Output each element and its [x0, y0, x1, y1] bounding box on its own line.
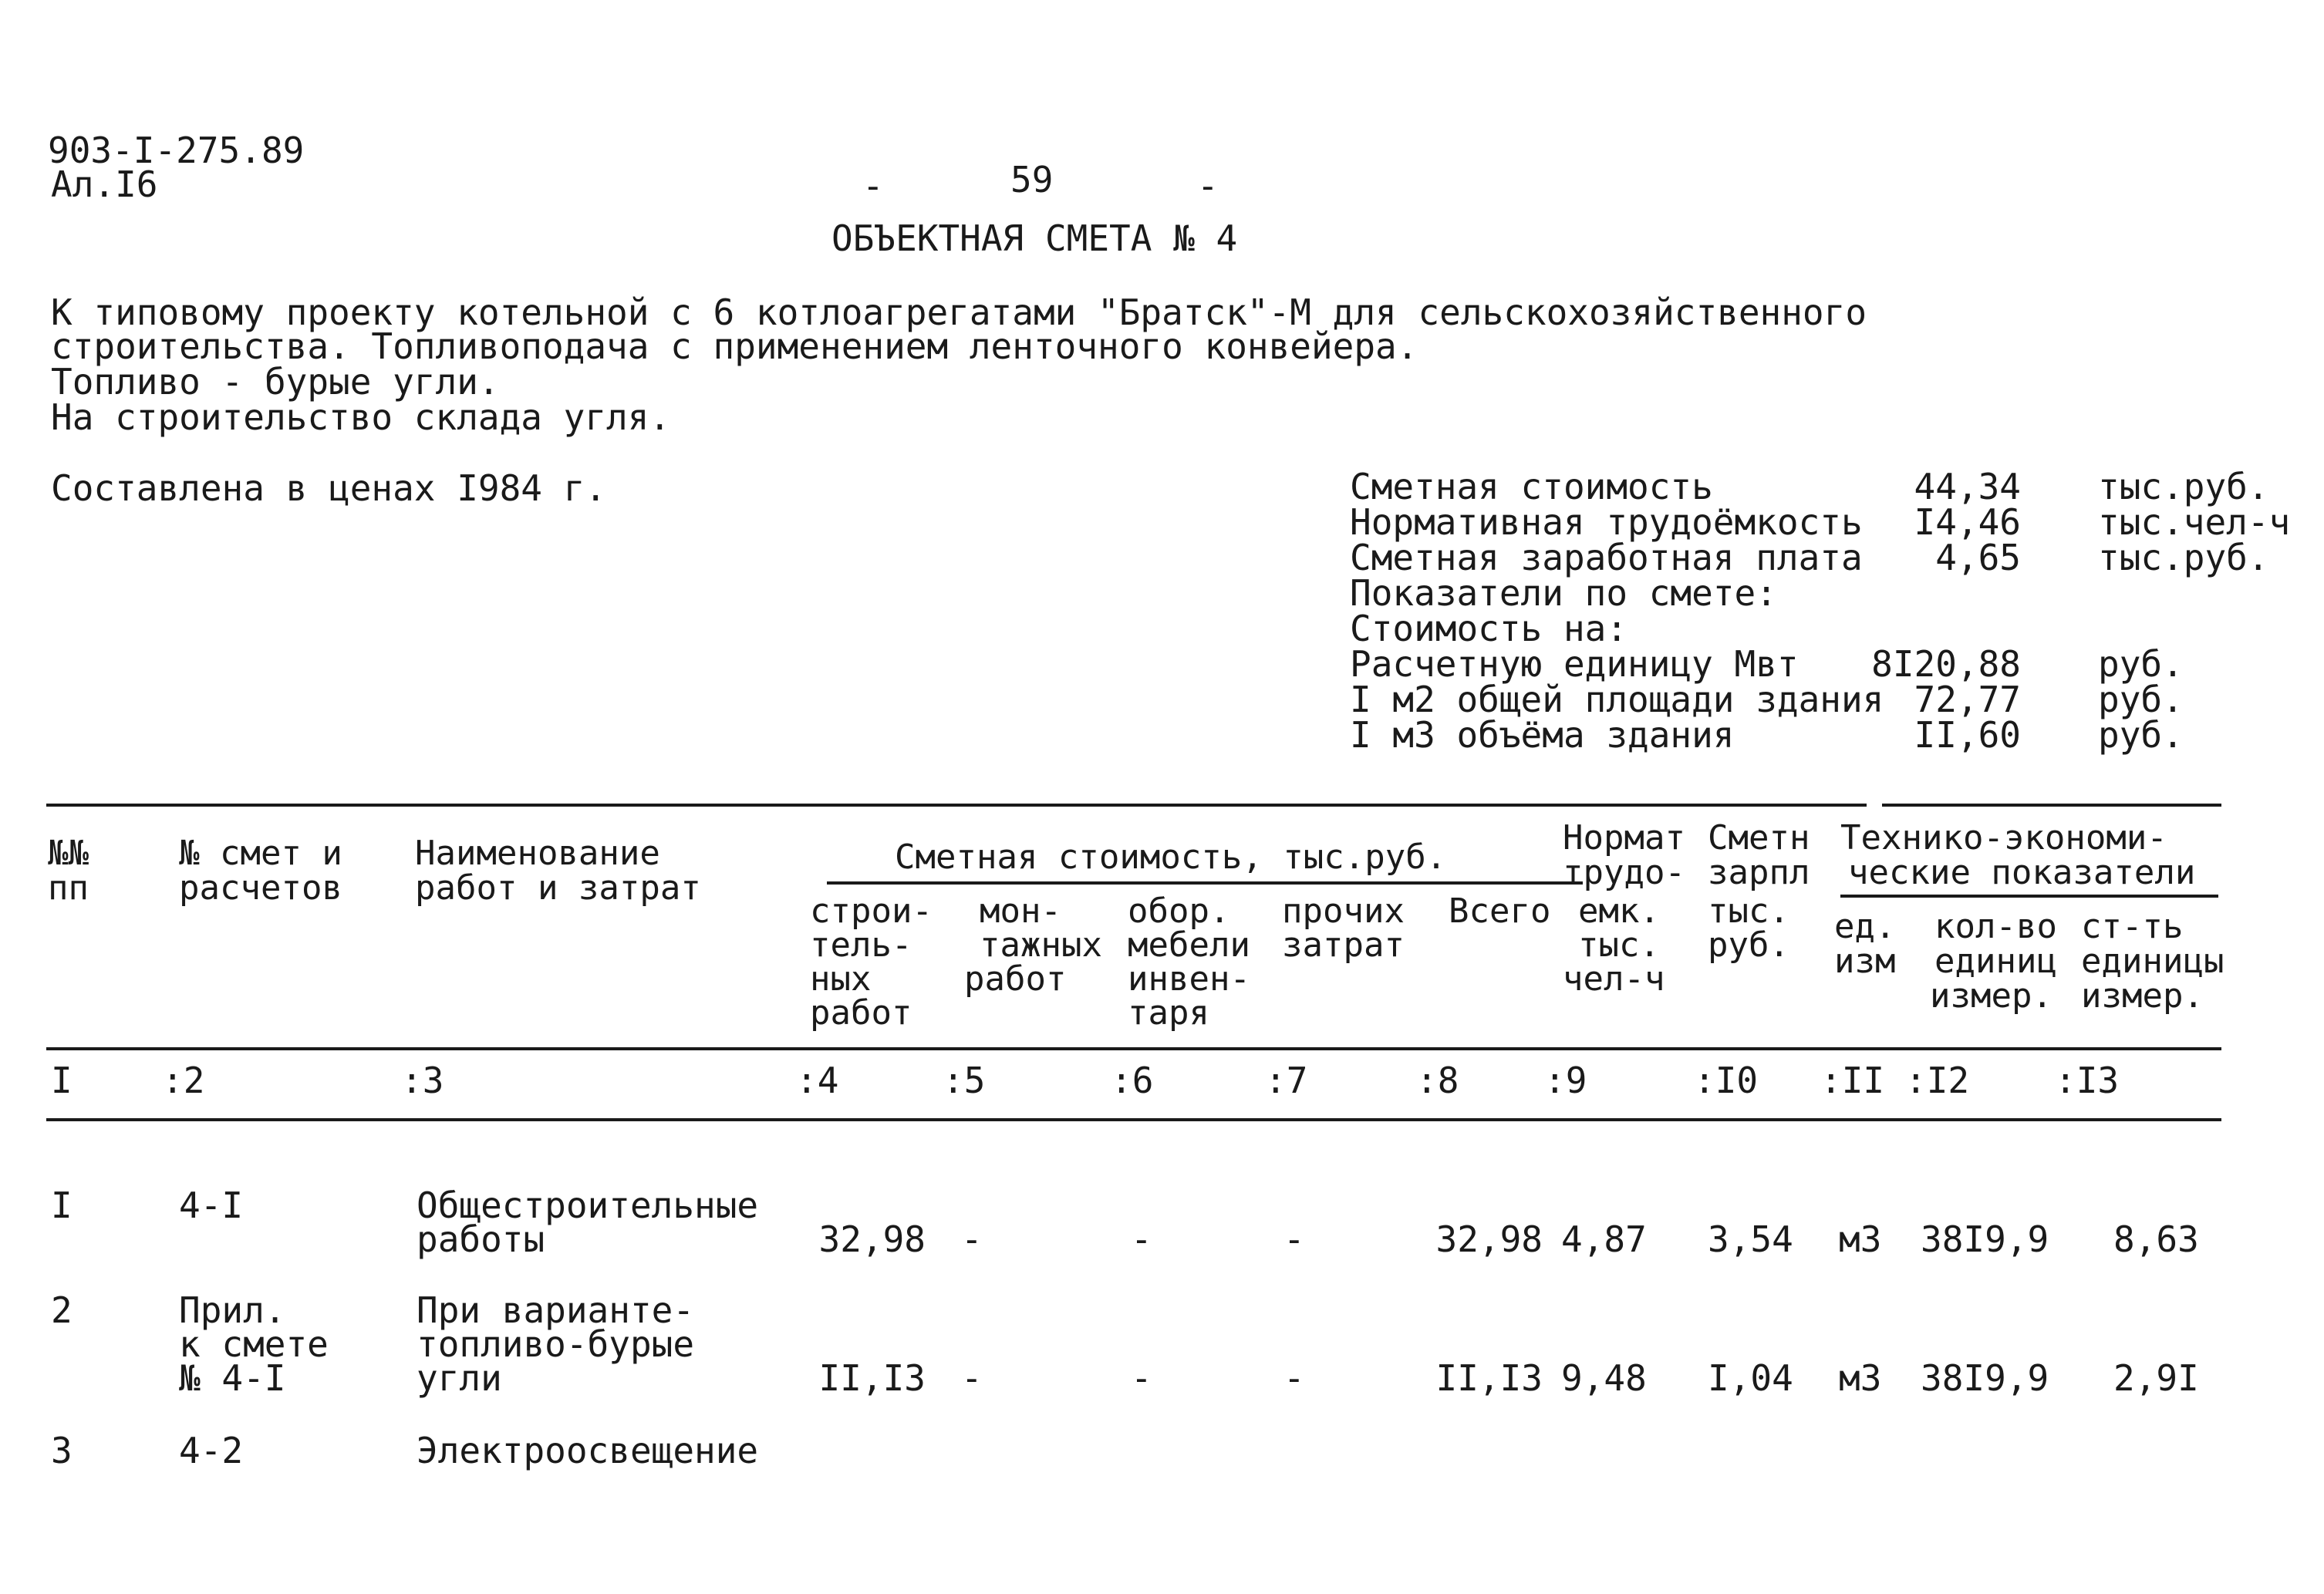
summary-label: Стоимость на:: [1350, 608, 1628, 649]
col-number: :I3: [2055, 1060, 2120, 1101]
col-number: :I2: [1905, 1060, 1970, 1101]
header-c11-2: изм: [1834, 942, 1896, 981]
document-title: ОБЪЕКТНАЯ СМЕТА № 4: [831, 217, 1238, 259]
col-number: :2: [162, 1060, 205, 1101]
row-name: При варианте-: [417, 1289, 695, 1331]
col-numbers-rule: [46, 1118, 2221, 1121]
row-name: Общестроительные: [417, 1185, 759, 1226]
col-number: :I0: [1694, 1060, 1759, 1101]
header-name-2: работ и затрат: [415, 868, 701, 908]
header-c7-1: прочих: [1282, 891, 1405, 931]
summary-value: I4,46: [1914, 501, 2021, 543]
row-c11: м3: [1839, 1218, 1882, 1260]
summary-unit: руб.: [2098, 714, 2184, 756]
row-c7: -: [1283, 1357, 1305, 1399]
header-c13-3: измер.: [2081, 976, 2204, 1016]
header-c4-4: работ: [810, 993, 912, 1033]
summary-label: I м3 объёма здания: [1350, 714, 1735, 756]
sheet-number: Ал.I6: [51, 163, 158, 205]
row-c12: 38I9,9: [1921, 1357, 2049, 1399]
header-ref-1: № смет и: [179, 834, 342, 873]
header-num-1: №№: [48, 834, 89, 873]
header-c12-3: измер.: [1930, 976, 2052, 1016]
row-name: Электроосвещение: [417, 1430, 759, 1471]
header-c9-1: Нормат: [1563, 818, 1685, 858]
row-c10: 3,54: [1708, 1218, 1793, 1260]
row-c9: 4,87: [1561, 1218, 1647, 1260]
header-c5-1: мон-: [980, 891, 1061, 931]
row-num: I: [51, 1185, 73, 1226]
row-num: 2: [51, 1289, 73, 1331]
row-c5: -: [961, 1218, 983, 1260]
row-c8: II,I3: [1435, 1357, 1543, 1399]
header-c9-5: чел-ч: [1563, 959, 1665, 999]
row-name: угли: [417, 1357, 502, 1399]
summary-unit: тыс.руб.: [2098, 466, 2269, 507]
summary-label: I м2 общей площади здания: [1350, 679, 1884, 720]
row-c12: 38I9,9: [1921, 1218, 2049, 1260]
col-number: :5: [943, 1060, 986, 1101]
prices-note: Составлена в ценах I984 г.: [51, 467, 607, 509]
summary-label: Сметная стоимость: [1350, 466, 1713, 507]
summary-value: 4,65: [1935, 537, 2021, 578]
row-c6: -: [1131, 1218, 1152, 1260]
row-ref: Прил.: [179, 1289, 286, 1331]
row-c10: I,04: [1708, 1357, 1793, 1399]
row-c7: -: [1283, 1218, 1305, 1260]
intro-line-2: строительства. Топливоподача с применением ленточного конвейера.: [51, 325, 1418, 367]
header-bottom-rule: [46, 1047, 2221, 1050]
row-ref: к смете: [179, 1323, 329, 1365]
tech-group-rule: [1840, 895, 2218, 898]
header-c13-2: единицы: [2081, 942, 2224, 981]
header-tech-group-2: ческие показатели: [1848, 853, 2196, 892]
page-number: 59: [1010, 159, 1054, 201]
header-c10-3: тыс.: [1708, 891, 1789, 931]
summary-value: 72,77: [1914, 679, 2021, 720]
row-c5: -: [961, 1357, 983, 1399]
header-c9-3: емк.: [1578, 891, 1660, 931]
header-c9-4: тыс.: [1578, 925, 1660, 965]
summary-value: II,60: [1914, 714, 2021, 756]
col-number: :6: [1111, 1060, 1154, 1101]
header-c10-2: зарпл: [1708, 853, 1810, 892]
row-name: работы: [417, 1218, 545, 1260]
page-dash-left: -: [862, 165, 884, 207]
col-number: :4: [796, 1060, 839, 1101]
row-ref: № 4-I: [179, 1357, 286, 1399]
header-c6-1: обор.: [1128, 891, 1230, 931]
header-c11-1: ед.: [1834, 907, 1896, 946]
summary-label: Сметная заработная плата: [1350, 537, 1863, 578]
header-c9-2: трудо-: [1563, 853, 1685, 892]
summary-label: Нормативная трудоёмкость: [1350, 501, 1863, 543]
header-c12-1: кол-во: [1934, 907, 2057, 946]
header-c4-3: ных: [810, 959, 872, 999]
summary-label: Показатели по смете:: [1350, 572, 1777, 614]
header-c12-2: единиц: [1934, 942, 2057, 981]
summary-value: 44,34: [1914, 466, 2021, 507]
col-number: :7: [1265, 1060, 1308, 1101]
col-number: I: [51, 1060, 73, 1101]
header-c4-2: тель-: [810, 925, 912, 965]
row-c11: м3: [1839, 1357, 1882, 1399]
document-code: 903-I-275.89: [48, 130, 305, 171]
header-c5-3: работ: [964, 959, 1067, 999]
summary-unit: руб.: [2098, 643, 2184, 685]
header-c5-2: тажных: [980, 925, 1102, 965]
header-cost-group: Сметная стоимость, тыс.руб.: [895, 837, 1447, 877]
row-c13: 8,63: [2113, 1218, 2199, 1260]
page-dash-right: -: [1197, 165, 1219, 207]
header-ref-2: расчетов: [179, 868, 342, 908]
header-num-2: пп: [48, 868, 89, 908]
summary-unit: тыс.руб.: [2098, 537, 2269, 578]
row-c6: -: [1131, 1357, 1152, 1399]
row-num: 3: [51, 1430, 73, 1471]
row-c9: 9,48: [1561, 1357, 1647, 1399]
header-c7-2: затрат: [1282, 925, 1405, 965]
summary-value: 8I20,88: [1871, 643, 2021, 685]
header-c10-1: Сметн: [1708, 818, 1810, 858]
header-c6-3: инвен-: [1128, 959, 1250, 999]
header-c8: Всего: [1449, 891, 1551, 931]
summary-unit: тыс.чел-ч: [2098, 501, 2291, 543]
header-c6-2: мебели: [1128, 925, 1250, 965]
col-number: :8: [1416, 1060, 1459, 1101]
row-ref: 4-I: [179, 1185, 244, 1226]
header-c4-1: строи-: [810, 891, 933, 931]
summary-label: Расчетную единицу Мвт: [1350, 643, 1799, 685]
header-c6-4: таря: [1128, 993, 1209, 1033]
intro-line-4: На строительство склада угля.: [51, 396, 671, 438]
table-top-rule-tech: [1882, 804, 2221, 807]
intro-line-3: Топливо - бурые угли.: [51, 361, 500, 403]
header-tech-group-1: Технико-экономи-: [1840, 818, 2167, 858]
table-top-rule: [46, 804, 1867, 807]
row-ref: 4-2: [179, 1430, 244, 1471]
col-number: :II: [1820, 1060, 1885, 1101]
summary-unit: руб.: [2098, 679, 2184, 720]
header-c13-1: ст-ть: [2081, 907, 2184, 946]
row-c13: 2,9I: [2113, 1357, 2199, 1399]
row-c4: II,I3: [818, 1357, 926, 1399]
cost-group-rule: [827, 881, 1583, 885]
row-c8: 32,98: [1435, 1218, 1543, 1260]
intro-line-1: К типовому проекту котельной с 6 котлоагрегатами "Братск"-М для сельскохозяйственного: [51, 292, 1867, 333]
header-c10-4: руб.: [1708, 925, 1789, 965]
col-number: :9: [1544, 1060, 1587, 1101]
header-name-1: Наименование: [415, 834, 660, 873]
col-number: :3: [401, 1060, 444, 1101]
row-c4: 32,98: [818, 1218, 926, 1260]
row-name: топливо-бурые: [417, 1323, 695, 1365]
